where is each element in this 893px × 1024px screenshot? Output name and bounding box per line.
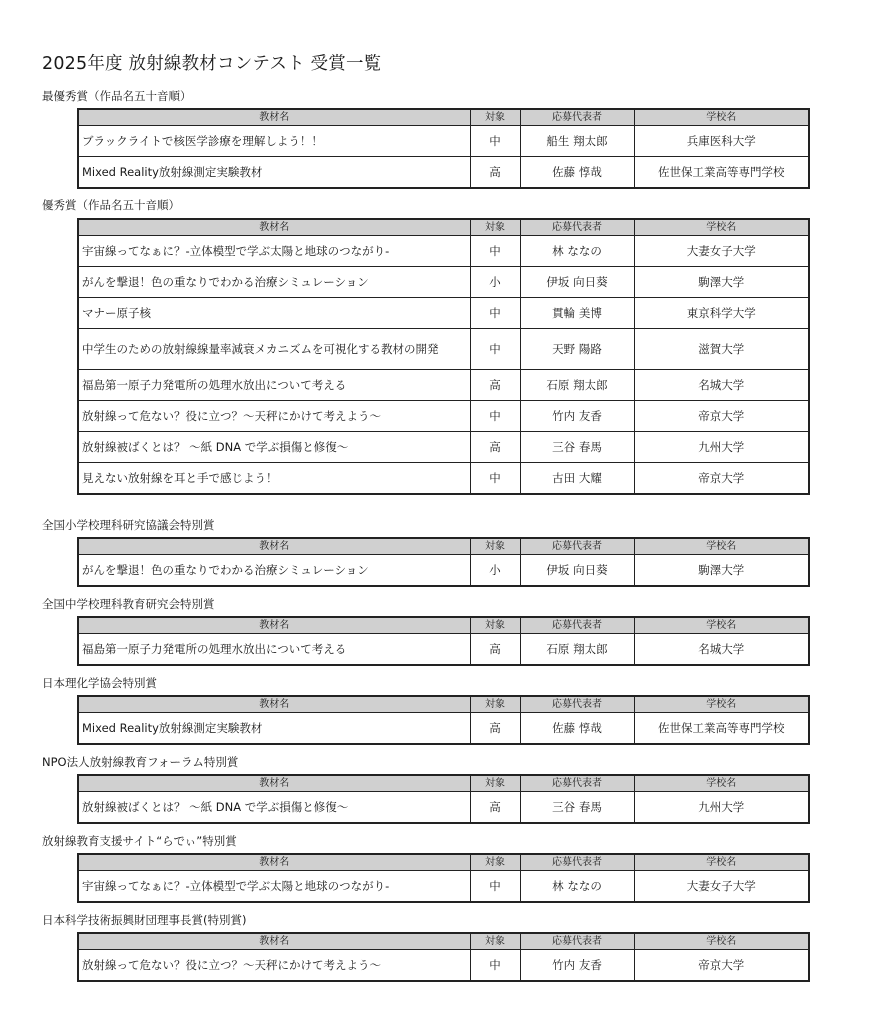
column-header-title: 教材名 [78, 775, 470, 792]
column-header-target: 対象 [470, 775, 520, 792]
award-table [77, 695, 810, 745]
cell-school: 名城大学 [634, 370, 809, 401]
cell-school: 兵庫医科大学 [634, 126, 809, 157]
award-table [77, 218, 810, 495]
column-header-target: 対象 [470, 109, 520, 126]
cell-representative: 竹内 友香 [520, 401, 634, 432]
cell-title: 放射線って危ない？役に立つ？～天秤にかけて考えよう～ [78, 401, 470, 432]
award-table [77, 853, 810, 903]
table-row [78, 298, 809, 329]
cell-target: 中 [470, 236, 520, 267]
award-table [77, 108, 810, 189]
cell-school: 佐世保工業高等専門学校 [634, 157, 809, 189]
cell-representative: 古田 大耀 [520, 463, 634, 495]
column-header-title: 教材名 [78, 696, 470, 713]
cell-title: ブラックライトで核医学診療を理解しよう！！ [78, 126, 470, 157]
column-header-representative: 応募代表者 [520, 219, 634, 236]
cell-target: 中 [470, 126, 520, 157]
column-header-target: 対象 [470, 933, 520, 950]
column-header-target: 対象 [470, 538, 520, 555]
table-header-row [78, 219, 809, 236]
cell-target: 中 [470, 871, 520, 903]
cell-title: 放射線被ばくとは？ ～紙 DNA で学ぶ損傷と修復～ [78, 432, 470, 463]
cell-title: がんを撃退！色の重なりでわかる治療シミュレーション [78, 555, 470, 587]
column-header-school: 学校名 [634, 219, 809, 236]
column-header-target: 対象 [470, 854, 520, 871]
column-header-representative: 応募代表者 [520, 696, 634, 713]
section-heading: 日本科学技術振興財団理事長賞(特別賞) [42, 913, 247, 927]
column-header-target: 対象 [470, 219, 520, 236]
table-row [78, 401, 809, 432]
award-table [77, 616, 810, 666]
column-header-representative: 応募代表者 [520, 854, 634, 871]
cell-representative: 林 ななの [520, 871, 634, 903]
table-header-row [78, 775, 809, 792]
table-row [78, 950, 809, 982]
cell-title: 中学生のための放射線線量率減衰メカニズムを可視化する教材の開発 [78, 329, 470, 370]
table-row [78, 329, 809, 370]
column-header-target: 対象 [470, 696, 520, 713]
table-row [78, 370, 809, 401]
cell-target: 小 [470, 267, 520, 298]
table-row [78, 157, 809, 189]
cell-representative: 船生 翔太郎 [520, 126, 634, 157]
table-header-row [78, 538, 809, 555]
cell-school: 帝京大学 [634, 401, 809, 432]
table-row [78, 871, 809, 903]
column-header-representative: 応募代表者 [520, 538, 634, 555]
cell-title: 福島第一原子力発電所の処理水放出について考える [78, 370, 470, 401]
cell-representative: 伊坂 向日葵 [520, 555, 634, 587]
cell-school: 帝京大学 [634, 950, 809, 982]
table-header-row [78, 617, 809, 634]
cell-representative: 三谷 春馬 [520, 432, 634, 463]
column-header-school: 学校名 [634, 775, 809, 792]
cell-representative: 三谷 春馬 [520, 792, 634, 824]
table-row [78, 463, 809, 495]
cell-target: 中 [470, 298, 520, 329]
cell-title: 宇宙線ってなぁに？-立体模型で学ぶ太陽と地球のつながり- [78, 236, 470, 267]
cell-title: Mixed Reality放射線測定実験教材 [78, 713, 470, 745]
section-heading: 全国中学校理科教育研究会特別賞 [42, 597, 215, 611]
cell-school: 帝京大学 [634, 463, 809, 495]
column-header-title: 教材名 [78, 617, 470, 634]
cell-title: マナー原子核 [78, 298, 470, 329]
cell-target: 中 [470, 950, 520, 982]
cell-title: 見えない放射線を耳と手で感じよう！ [78, 463, 470, 495]
column-header-representative: 応募代表者 [520, 933, 634, 950]
section-heading: 日本理化学協会特別賞 [42, 676, 157, 690]
cell-target: 高 [470, 370, 520, 401]
cell-target: 中 [470, 401, 520, 432]
cell-representative: 伊坂 向日葵 [520, 267, 634, 298]
section-heading: 優秀賞（作品名五十音順） [42, 198, 180, 212]
cell-school: 大妻女子大学 [634, 871, 809, 903]
award-table [77, 932, 810, 982]
table-row [78, 792, 809, 824]
cell-school: 九州大学 [634, 792, 809, 824]
table-row [78, 236, 809, 267]
cell-representative: 石原 翔太郎 [520, 634, 634, 666]
cell-representative: 佐藤 惇哉 [520, 713, 634, 745]
cell-target: 高 [470, 634, 520, 666]
table-header-row [78, 696, 809, 713]
table-row [78, 267, 809, 298]
table-row [78, 634, 809, 666]
column-header-school: 学校名 [634, 109, 809, 126]
award-table [77, 537, 810, 587]
table-row [78, 432, 809, 463]
column-header-title: 教材名 [78, 538, 470, 555]
column-header-school: 学校名 [634, 617, 809, 634]
column-header-school: 学校名 [634, 538, 809, 555]
cell-representative: 佐藤 惇哉 [520, 157, 634, 189]
section-heading: NPO法人放射線教育フォーラム特別賞 [42, 755, 239, 769]
cell-title: 福島第一原子力発電所の処理水放出について考える [78, 634, 470, 666]
column-header-target: 対象 [470, 617, 520, 634]
column-header-representative: 応募代表者 [520, 109, 634, 126]
column-header-representative: 応募代表者 [520, 775, 634, 792]
table-row [78, 713, 809, 745]
section-heading: 放射線教育支援サイト“らでぃ”特別賞 [42, 834, 237, 848]
award-table [77, 774, 810, 824]
cell-representative: 天野 陽路 [520, 329, 634, 370]
cell-school: 滋賀大学 [634, 329, 809, 370]
section-heading: 全国小学校理科研究協議会特別賞 [42, 518, 215, 532]
cell-representative: 竹内 友香 [520, 950, 634, 982]
cell-school: 佐世保工業高等専門学校 [634, 713, 809, 745]
cell-target: 中 [470, 463, 520, 495]
cell-school: 東京科学大学 [634, 298, 809, 329]
cell-school: 名城大学 [634, 634, 809, 666]
cell-representative: 貫輪 美博 [520, 298, 634, 329]
section-heading: 最優秀賞（作品名五十音順） [42, 89, 192, 103]
table-row [78, 126, 809, 157]
cell-target: 中 [470, 329, 520, 370]
column-header-title: 教材名 [78, 933, 470, 950]
cell-target: 小 [470, 555, 520, 587]
cell-school: 九州大学 [634, 432, 809, 463]
cell-representative: 林 ななの [520, 236, 634, 267]
cell-school: 駒澤大学 [634, 555, 809, 587]
column-header-school: 学校名 [634, 854, 809, 871]
cell-title: 放射線って危ない？役に立つ？～天秤にかけて考えよう～ [78, 950, 470, 982]
table-header-row [78, 109, 809, 126]
cell-school: 駒澤大学 [634, 267, 809, 298]
column-header-title: 教材名 [78, 219, 470, 236]
column-header-representative: 応募代表者 [520, 617, 634, 634]
column-header-title: 教材名 [78, 854, 470, 871]
table-header-row [78, 854, 809, 871]
cell-target: 高 [470, 157, 520, 189]
column-header-title: 教材名 [78, 109, 470, 126]
cell-target: 高 [470, 432, 520, 463]
column-header-school: 学校名 [634, 696, 809, 713]
cell-school: 大妻女子大学 [634, 236, 809, 267]
column-header-school: 学校名 [634, 933, 809, 950]
cell-target: 高 [470, 713, 520, 745]
table-row [78, 555, 809, 587]
table-header-row [78, 933, 809, 950]
cell-title: Mixed Reality放射線測定実験教材 [78, 157, 470, 189]
cell-title: 宇宙線ってなぁに？-立体模型で学ぶ太陽と地球のつながり- [78, 871, 470, 903]
cell-representative: 石原 翔太郎 [520, 370, 634, 401]
cell-target: 高 [470, 792, 520, 824]
cell-title: 放射線被ばくとは？ ～紙 DNA で学ぶ損傷と修復～ [78, 792, 470, 824]
page-title: 2025年度 放射線教材コンテスト 受賞一覧 [42, 54, 382, 74]
cell-title: がんを撃退！色の重なりでわかる治療シミュレーション [78, 267, 470, 298]
